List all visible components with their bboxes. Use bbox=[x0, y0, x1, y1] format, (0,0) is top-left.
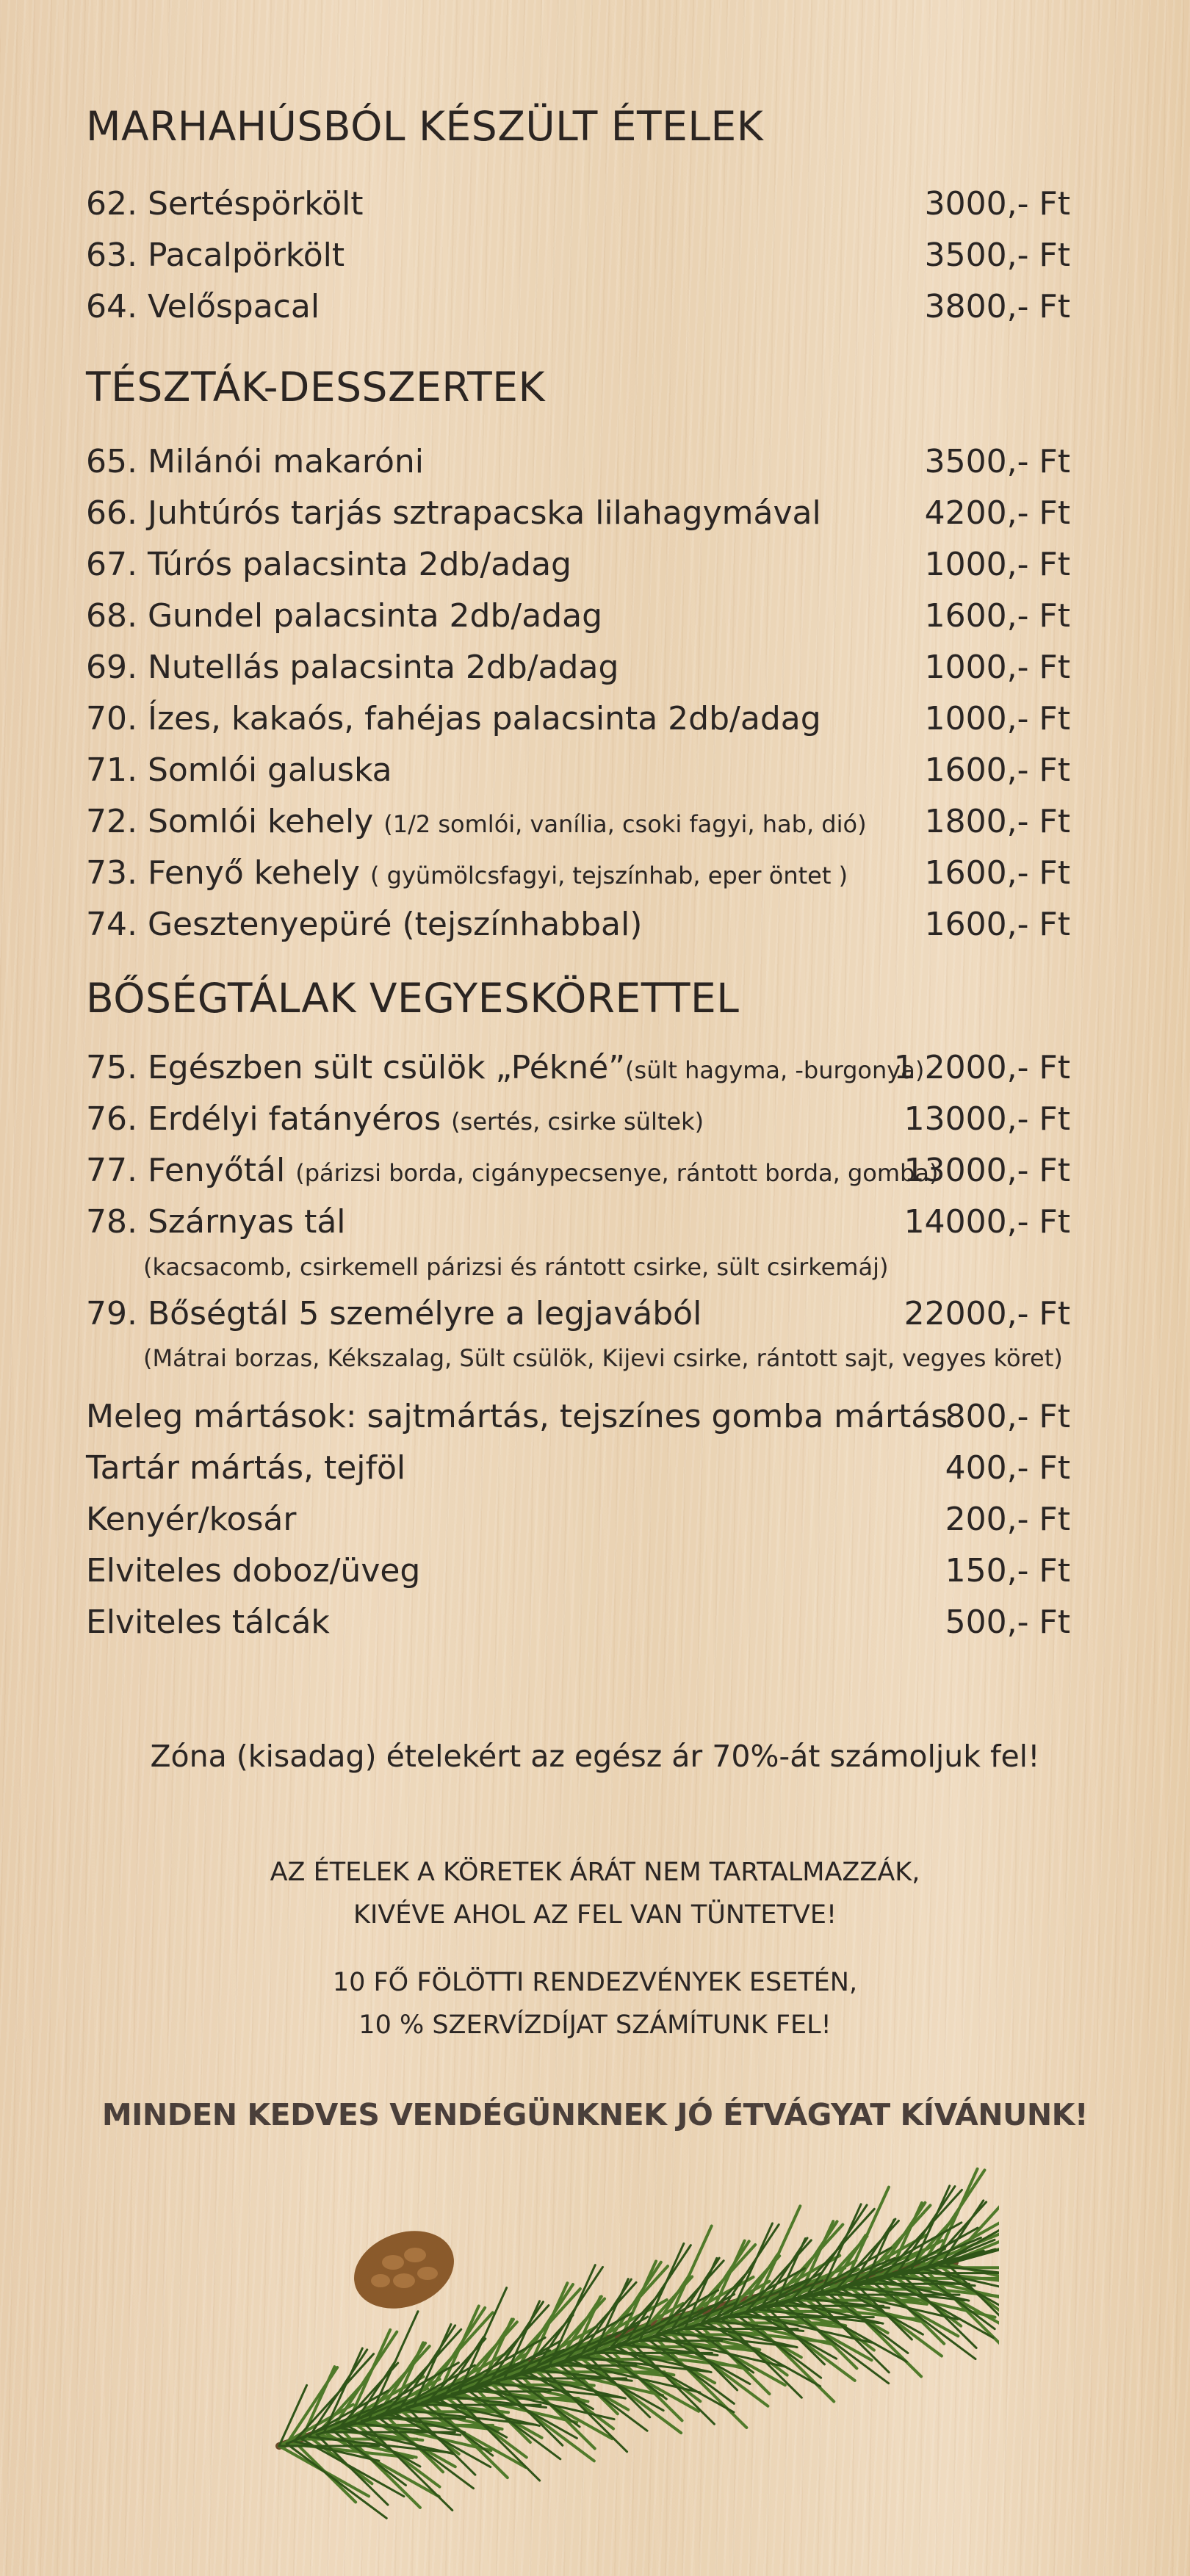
service-fee-notice bbox=[0, 1961, 1190, 2046]
item-price: 1600,- Ft bbox=[924, 597, 1070, 635]
menu-item bbox=[86, 906, 1070, 954]
service-line-1: 10 FŐ FÖLÖTTI RENDEZVÉNYEK ESETÉN, bbox=[332, 1968, 858, 1997]
item-price: 3500,- Ft bbox=[924, 237, 1070, 274]
item-price: 1000,- Ft bbox=[924, 700, 1070, 737]
item-subnote: (kacsacomb, csirkemell párizsi és rántott csirke, sült csirkemáj) bbox=[143, 1253, 889, 1281]
menu-item bbox=[86, 1203, 1070, 1252]
item-price: 1 2000,- Ft bbox=[893, 1049, 1070, 1086]
item-price: 13000,- Ft bbox=[904, 1100, 1070, 1138]
item-name: 64. Velőspacal bbox=[86, 288, 320, 325]
item-name: 73. Fenyő kehely ( gyümölcsfagyi, tejszínhab, eper öntet ) bbox=[86, 854, 848, 892]
service-line-2: 10 % SZERVÍZDÍJAT SZÁMÍTUNK FEL! bbox=[358, 2010, 832, 2040]
extra-item bbox=[86, 1449, 1070, 1498]
item-price: 200,- Ft bbox=[945, 1501, 1070, 1538]
closing-wish: MINDEN KEDVES VENDÉGÜNKNEK JÓ ÉTVÁGYAT KÍVÁNUNK! bbox=[101, 2097, 1089, 2132]
section-title-teszta: TÉSZTÁK-DESSZERTEK bbox=[86, 364, 546, 411]
item-price: 14000,- Ft bbox=[904, 1203, 1070, 1241]
item-name: 69. Nutellás palacsinta 2db/adag bbox=[86, 649, 619, 686]
item-subnote: (Mátrai borzas, Kékszalag, Sült csülök, Kijevi csirke, rántott sajt, vegyes köret) bbox=[143, 1344, 1063, 1372]
item-name: 77. Fenyőtál (párizsi borda, cigánypecsenye, rántott borda, gomba) bbox=[86, 1152, 939, 1189]
menu-item bbox=[86, 237, 1070, 285]
item-price: 1800,- Ft bbox=[924, 803, 1070, 840]
item-name: 67. Túrós palacsinta 2db/adag bbox=[86, 546, 571, 583]
menu-item bbox=[86, 751, 1070, 800]
garnish-line-2: KIVÉVE AHOL AZ FEL VAN TÜNTETVE! bbox=[353, 1900, 837, 1930]
menu-item bbox=[86, 854, 1070, 903]
pine-needle bbox=[361, 2421, 452, 2511]
extra-item bbox=[86, 1603, 1070, 1652]
item-name: 65. Milánói makaróni bbox=[86, 443, 425, 480]
item-price: 1600,- Ft bbox=[924, 854, 1070, 892]
menu-item bbox=[86, 546, 1070, 594]
menu-item bbox=[86, 494, 1070, 543]
zone-notice: Zóna (kisadag) ételekért az egész ár 70%-át számoljuk fel! bbox=[150, 1739, 1040, 1774]
item-name: 79. Bőségtál 5 személyre a legjavából bbox=[86, 1295, 702, 1332]
item-price: 3000,- Ft bbox=[924, 185, 1070, 223]
item-note: (sült hagyma, -burgonya) bbox=[625, 1056, 925, 1084]
menu-item bbox=[86, 1152, 1070, 1200]
item-price: 1600,- Ft bbox=[924, 906, 1070, 943]
extra-item bbox=[86, 1398, 1070, 1446]
extra-item bbox=[86, 1501, 1070, 1549]
menu-item bbox=[86, 288, 1070, 336]
menu-item bbox=[86, 1100, 1070, 1149]
item-name: 74. Gesztenyepüré (tejszínhabbal) bbox=[86, 906, 643, 943]
item-price: 400,- Ft bbox=[945, 1449, 1070, 1487]
extra-item bbox=[86, 1552, 1070, 1601]
item-price: 1000,- Ft bbox=[924, 546, 1070, 583]
pine-needles bbox=[279, 2169, 999, 2508]
item-name: 71. Somlói galuska bbox=[86, 751, 392, 789]
pine-needle bbox=[873, 2282, 976, 2359]
item-name: 76. Erdélyi fatányéros (sertés, csirke sültek) bbox=[86, 1100, 704, 1138]
item-name: 66. Juhtúrós tarjás sztrapacska lilahagymával bbox=[86, 494, 821, 532]
item-price: 3500,- Ft bbox=[924, 443, 1070, 480]
item-name: Tartár mártás, tejföl bbox=[86, 1449, 406, 1487]
item-note: (sertés, csirke sültek) bbox=[451, 1108, 704, 1136]
item-price: 13000,- Ft bbox=[904, 1152, 1070, 1189]
menu-item bbox=[86, 185, 1070, 234]
item-note: (párizsi borda, cigánypecsenye, rántott borda, gomba) bbox=[295, 1159, 939, 1187]
garnish-notice bbox=[0, 1851, 1190, 1936]
menu-item bbox=[86, 443, 1070, 491]
menu-item bbox=[86, 1049, 1070, 1097]
item-name: 72. Somlói kehely (1/2 somlói, vanília, csoki fagyi, hab, dió) bbox=[86, 803, 867, 840]
menu-item bbox=[86, 803, 1070, 851]
item-price: 4200,- Ft bbox=[924, 494, 1070, 532]
menu-item bbox=[86, 649, 1070, 697]
item-price: 150,- Ft bbox=[945, 1552, 1070, 1590]
item-name: Kenyér/kosár bbox=[86, 1501, 297, 1538]
item-note: (1/2 somlói, vanília, csoki fagyi, hab, dió) bbox=[383, 810, 867, 838]
item-name: 63. Pacalpörkölt bbox=[86, 237, 345, 274]
menu-item bbox=[86, 700, 1070, 748]
item-price: 1000,- Ft bbox=[924, 649, 1070, 686]
item-name: Meleg mártások: sajtmártás, tejszínes gomba mártás bbox=[86, 1398, 948, 1435]
item-price: 3800,- Ft bbox=[924, 288, 1070, 325]
section-title-marha: MARHAHÚSBÓL KÉSZÜLT ÉTELEK bbox=[86, 103, 764, 150]
item-price: 800,- Ft bbox=[945, 1398, 1070, 1435]
menu-item bbox=[86, 1295, 1070, 1343]
item-price: 22000,- Ft bbox=[904, 1295, 1070, 1332]
menu-item bbox=[86, 597, 1070, 646]
item-name: 75. Egészben sült csülök „Pékné”(sült hagyma, -burgonya) bbox=[86, 1049, 925, 1086]
garnish-line-1: AZ ÉTELEK A KÖRETEK ÁRÁT NEM TARTALMAZZÁK, bbox=[270, 1858, 920, 1887]
section-title-boseg: BŐSÉGTÁLAK VEGYESKÖRETTEL bbox=[86, 975, 740, 1022]
item-price: 1600,- Ft bbox=[924, 751, 1070, 789]
item-name: 78. Szárnyas tál bbox=[86, 1203, 346, 1241]
item-name: Elviteles doboz/üveg bbox=[86, 1552, 421, 1590]
pine-branch-icon bbox=[235, 2145, 999, 2527]
pine-cone-icon bbox=[343, 2218, 465, 2322]
item-note: ( gyümölcsfagyi, tejszínhab, eper öntet ) bbox=[369, 862, 848, 890]
item-price: 500,- Ft bbox=[945, 1603, 1070, 1641]
item-name: Elviteles tálcák bbox=[86, 1603, 330, 1641]
item-name: 70. Ízes, kakaós, fahéjas palacsinta 2db/adag bbox=[86, 700, 821, 737]
item-name: 68. Gundel palacsinta 2db/adag bbox=[86, 597, 603, 635]
item-name: 62. Sertéspörkölt bbox=[86, 185, 364, 223]
